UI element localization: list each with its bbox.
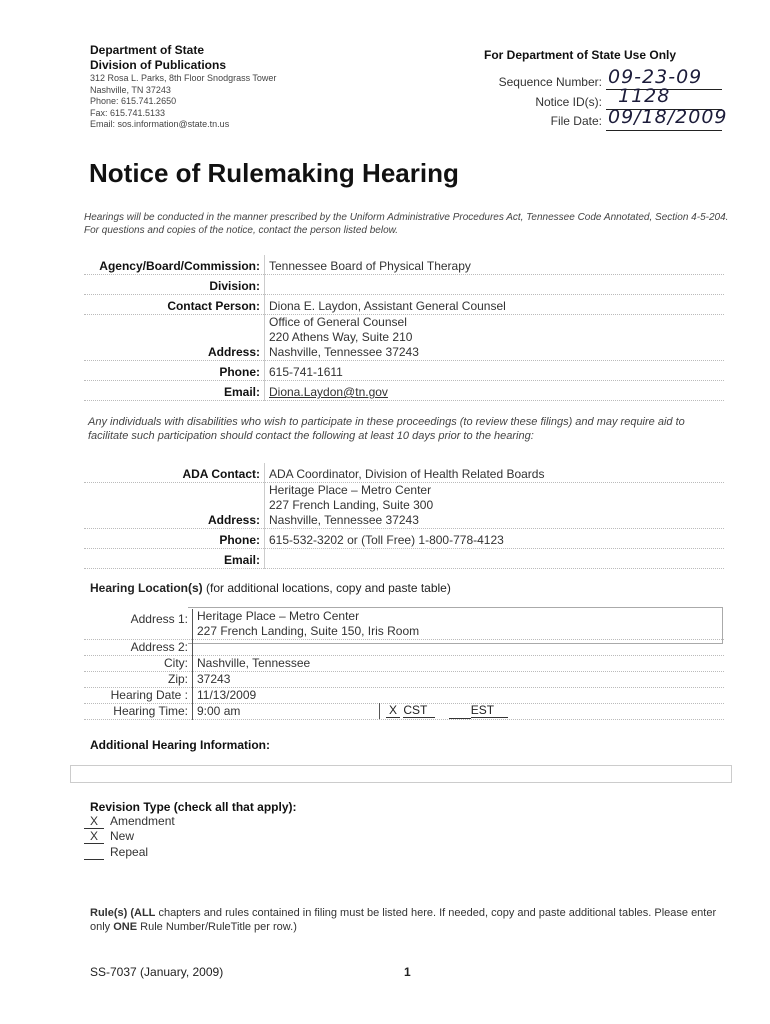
- notice-id-label: Notice ID(s):: [535, 95, 602, 109]
- hearing-time-cell: [193, 704, 725, 720]
- page-title: Notice of Rulemaking Hearing: [89, 158, 459, 188]
- email-label: Email:: [84, 381, 265, 401]
- file-date-underline: [606, 130, 722, 131]
- hearing-table: [84, 609, 724, 720]
- address-row: [84, 315, 724, 361]
- revision-repeal[interactable]: [84, 845, 148, 860]
- cst-checkbox[interactable]: X: [386, 703, 400, 718]
- ada-contact-field[interactable]: ADA Coordinator, Division of Health Related Boards: [265, 463, 725, 483]
- issuer-email: Email: sos.information@state.tn.us: [90, 119, 230, 129]
- new-label: New: [110, 829, 135, 843]
- cst-label: CST: [403, 703, 435, 718]
- est-label: EST: [471, 703, 508, 718]
- hearing-time-label: Hearing Time:: [84, 704, 193, 720]
- sequence-value: 09-23-09: [608, 66, 703, 88]
- zip-label: Zip:: [84, 672, 193, 688]
- address1-label: Address 1:: [84, 609, 193, 640]
- ada-address-label: Address:: [84, 483, 265, 529]
- address1-field[interactable]: [193, 609, 725, 640]
- issuer-phone: Phone: 615.741.2650: [90, 96, 177, 106]
- address2-field[interactable]: [193, 640, 725, 656]
- hearing-date-field[interactable]: 11/13/2009: [193, 688, 725, 704]
- amendment-label: Amendment: [110, 814, 175, 828]
- ada-contact-label: ADA Contact:: [84, 463, 265, 483]
- form-number: SS-7037 (January, 2009): [90, 965, 224, 979]
- ada-email-field[interactable]: [265, 549, 725, 569]
- ada-table: [84, 463, 724, 569]
- hearing-date-label: Hearing Date :: [84, 688, 193, 704]
- agency-label: Agency/Board/Commission:: [84, 255, 265, 275]
- ada-address-line-3: Nashville, Tennessee 37243: [269, 513, 419, 527]
- address-field[interactable]: [265, 315, 725, 361]
- additional-info-heading: Additional Hearing Information:: [90, 738, 270, 752]
- ada-address-line-1: Heritage Place – Metro Center: [269, 483, 432, 497]
- hearing-location-title: Hearing Location(s): [90, 581, 203, 595]
- est-checkbox[interactable]: [449, 703, 471, 719]
- division-name: Division of Publications: [90, 58, 227, 72]
- address-line-1: Office of General Counsel: [269, 315, 407, 329]
- contact-row: [84, 295, 724, 315]
- address-line-2: 220 Athens Way, Suite 210: [269, 330, 413, 344]
- revision-amendment[interactable]: [84, 814, 175, 829]
- ada-contact-row: [84, 463, 724, 483]
- agency-table: [84, 255, 724, 401]
- ada-phone-label: Phone:: [84, 529, 265, 549]
- ada-email-label: Email:: [84, 549, 265, 569]
- phone-field[interactable]: 615-741-1611: [265, 361, 725, 381]
- file-date-value: 09/18/2009: [608, 106, 728, 128]
- new-checkbox[interactable]: X: [84, 829, 104, 844]
- address-label: Address:: [84, 315, 265, 361]
- amendment-checkbox[interactable]: X: [84, 814, 104, 829]
- division-row: [84, 275, 724, 295]
- page-number: 1: [404, 965, 411, 979]
- rules-one: ONE: [113, 921, 138, 933]
- hearing-time-row: [84, 704, 724, 720]
- address-line-3: Nashville, Tennessee 37243: [269, 345, 419, 359]
- repeal-checkbox[interactable]: [84, 845, 104, 860]
- department-name: Department of State: [90, 43, 205, 57]
- file-date-label: File Date:: [550, 114, 602, 128]
- issuer-fax: Fax: 615.741.5133: [90, 107, 166, 118]
- zip-field[interactable]: 37243: [193, 672, 725, 688]
- contact-person-field[interactable]: Diona E. Laydon, Assistant General Counsel: [265, 295, 725, 315]
- hearing-date-row: [84, 688, 724, 704]
- email-link[interactable]: Diona.Laydon@tn.gov: [265, 381, 725, 401]
- additional-info-field[interactable]: [70, 765, 732, 783]
- hearing-time-field[interactable]: 9:00 am: [197, 704, 241, 718]
- zip-row: [84, 672, 724, 688]
- rules-text-2: chapters and rules contained in filing must be listed here. If needed, copy and paste additional tables. Please enter only: [90, 907, 717, 933]
- revision-type-heading: Revision Type (check all that apply):: [90, 800, 297, 814]
- address2-row: [84, 640, 724, 656]
- rules-all: ALL: [134, 907, 156, 919]
- ada-address-field[interactable]: [265, 483, 725, 529]
- agency-row: [84, 255, 724, 275]
- rules-text-1: Rule(s) (: [90, 907, 134, 919]
- city-field[interactable]: Nashville, Tennessee: [193, 656, 725, 672]
- ada-address-line-2: 227 French Landing, Suite 300: [269, 498, 434, 512]
- rules-instructions: [90, 906, 720, 934]
- issuer-address-2: Nashville, TN 37243: [90, 84, 171, 95]
- division-field[interactable]: [265, 275, 725, 295]
- ada-phone-row: [84, 529, 724, 549]
- contact-person-label: Contact Person:: [84, 295, 265, 315]
- phone-row: [84, 361, 724, 381]
- issuer-block: [90, 43, 226, 73]
- address1-line-1: Heritage Place – Metro Center: [197, 609, 360, 623]
- city-label: City:: [84, 656, 193, 672]
- address1-line-2: 227 French Landing, Suite 150, Iris Room: [197, 624, 420, 638]
- issuer-contact: [90, 73, 276, 131]
- ada-email-row: [84, 549, 724, 569]
- address1-row: [84, 609, 724, 640]
- hearing-location-note: (for additional locations, copy and paste table): [202, 581, 451, 595]
- timezone-group: [379, 703, 508, 719]
- hearing-location-heading: [90, 581, 451, 595]
- intro-paragraph: Hearings will be conducted in the manner prescribed by the Uniform Administrative Procedures Act, Tennessee Code Annotated, Section 4-5-204. For questions and copies of the notice, contact the person listed below.: [84, 212, 729, 236]
- ada-phone-field[interactable]: 615-532-3202 or (Toll Free) 1-800-778-4123: [265, 529, 725, 549]
- issuer-address-1: 312 Rosa L. Parks, 8th Floor Snodgrass Tower: [90, 73, 277, 83]
- sequence-label: Sequence Number:: [498, 75, 602, 89]
- state-use-heading: For Department of State Use Only: [484, 48, 677, 62]
- division-label: Division:: [84, 275, 265, 295]
- revision-new[interactable]: [84, 829, 134, 844]
- notice-id-value: 1128: [618, 85, 671, 107]
- ada-address-row: [84, 483, 724, 529]
- agency-field[interactable]: Tennessee Board of Physical Therapy: [265, 255, 725, 275]
- address2-label: Address 2:: [84, 640, 193, 656]
- ada-intro-paragraph: Any individuals with disabilities who wish to participate in these proceedings (to review these filings) and may require aid to facilitate such participation should contact the following at least 10 days prior to the hearing:: [88, 416, 685, 442]
- rules-text-3: Rule Number/RuleTitle per row.): [137, 921, 297, 933]
- email-row: [84, 381, 724, 401]
- city-row: [84, 656, 724, 672]
- repeal-label: Repeal: [110, 845, 149, 859]
- phone-label: Phone:: [84, 361, 265, 381]
